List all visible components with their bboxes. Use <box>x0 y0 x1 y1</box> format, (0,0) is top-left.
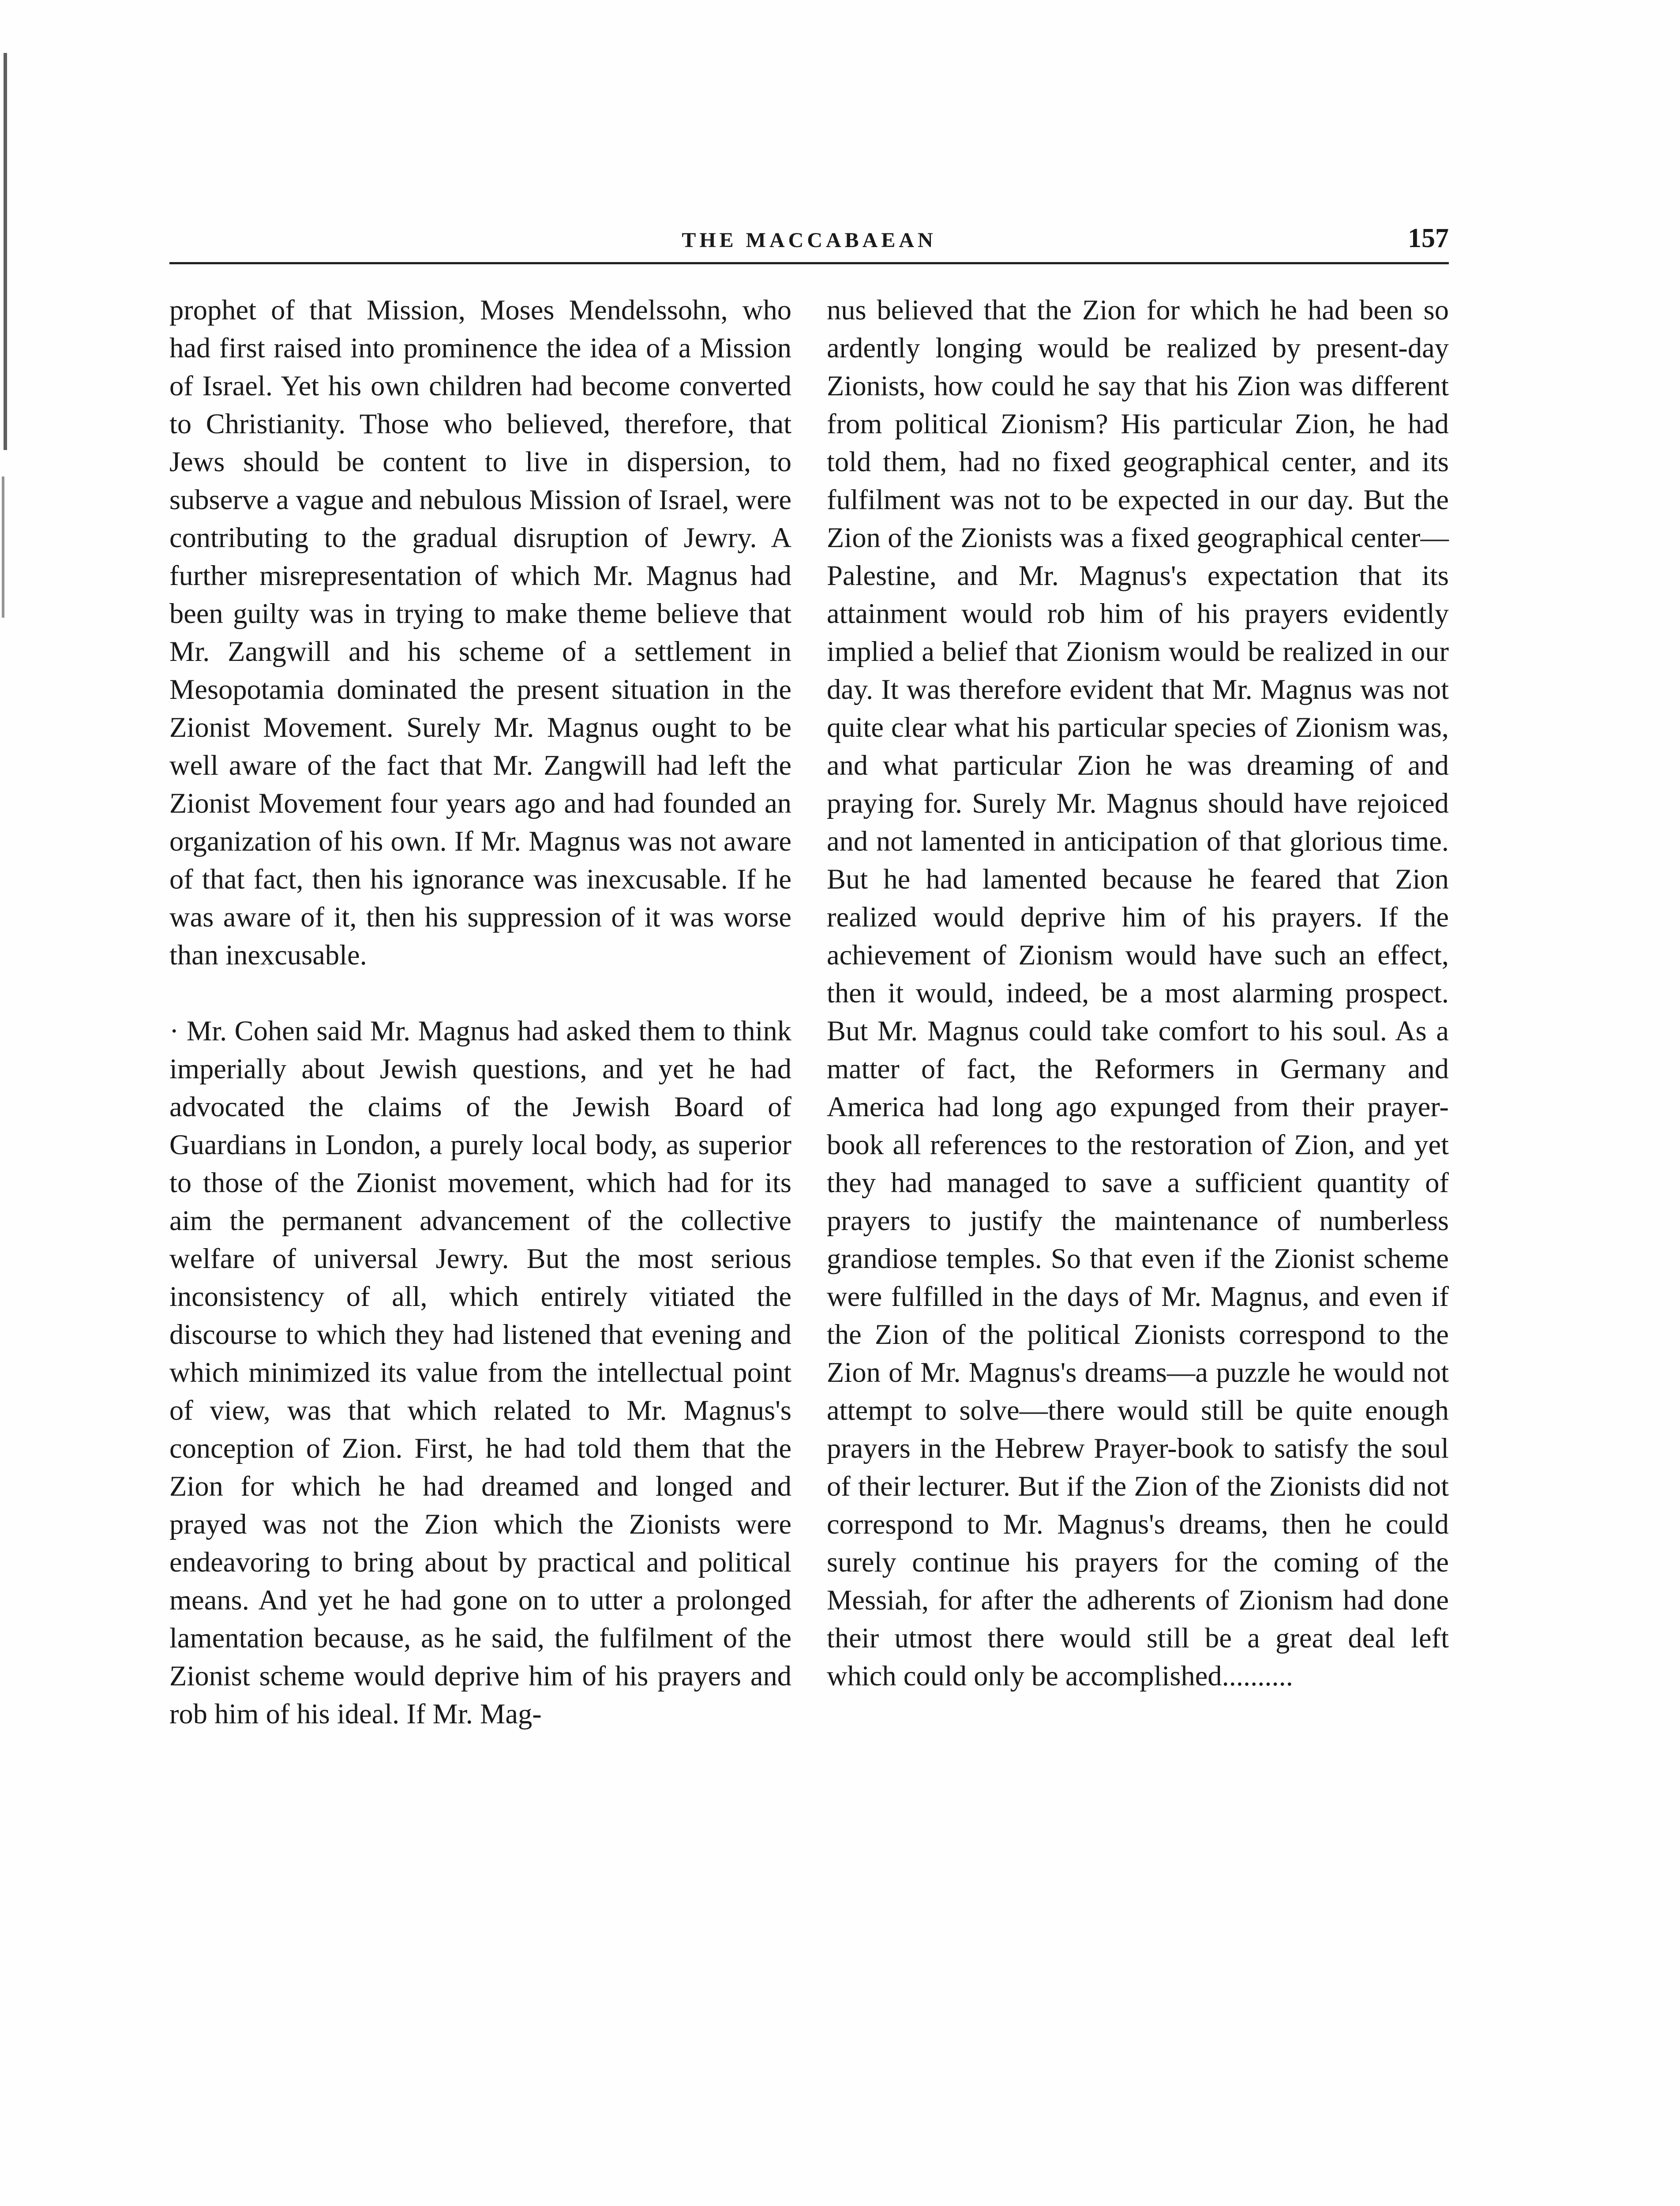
running-head <box>169 223 1449 258</box>
scan-edge-artifact <box>2 476 4 618</box>
right-column <box>827 291 1449 1695</box>
left-column <box>169 291 791 1733</box>
scan-edge-artifact <box>4 53 7 450</box>
page-number: 157 <box>1408 223 1449 253</box>
running-title: THE MACCABAEAN <box>682 229 937 252</box>
body-paragraph: nus believed that the Zion for which he had been so ardently longing would be realized by present-day Zionists, how could he say that his Zion was different from political Zionism? His particular Zion, he had told them, had no fixed geographical center, and its fulfilment was not to be expected in our day. But the Zion of the Zionists was a fixed geographical center—Palestine, and Mr. Magnus's expectation that its attainment would rob him of his prayers evidently implied a belief that Zionism would be realized in our day. It was therefore evident that Mr. Magnus was not quite clear what his particular species of Zionism was, and what particular Zion he was dreaming of and praying for. Surely Mr. Magnus should have rejoiced and not lamented in anticipation of that glorious time. But he had lamented because he feared that Zion realized would deprive him of his prayers. If the achievement of Zionism would have such an effect, then it would, indeed, be a most alarming prospect. But Mr. Magnus could take comfort to his soul. As a matter of fact, the Reformers in Germany and America had long ago expunged from their prayer-book all references to the restoration of Zion, and yet they had managed to save a sufficient quantity of prayers to justify the maintenance of numberless grandiose temples. So that even if the Zionist scheme were fulfilled in the days of Mr. Magnus, and even if the Zion of the political Zionists correspond to the Zion of Mr. Magnus's dreams—a puzzle he would not attempt to solve—there would still be quite enough prayers in the Hebrew Prayer-book to satisfy the soul of their lecturer. But if the Zion of the Zionists did not correspond to Mr. Magnus's dreams, then he could surely continue his prayers for the coming of the Messiah, for after the adherents of Zionism had done their utmost there would still be a great deal left which could only be accomplished.......... <box>827 294 1449 1692</box>
body-paragraph: · Mr. Cohen said Mr. Magnus had asked them to think imperially about Jewish questions, and yet he had advocated the claims of the Jewish Board of Guardians in London, a purely local body, as superior to those of the Zionist movement, which had for its aim the permanent advancement of the collective welfare of universal Jewry. But the most serious inconsistency of all, which entirely vitiated the discourse to which they had listened that evening and which minimized its value from the intellectual point of view, was that which related to Mr. Magnus's conception of Zion. First, he had told them that the Zion for which he had dreamed and longed and prayed was not the Zion which the Zionists were endeavoring to bring about by practical and political means. And yet he had gone on to utter a prolonged lamentation because, as he said, the fulfilment of the Zionist scheme would deprive him of his prayers and rob him of his ideal. If Mr. Mag- <box>169 1015 791 1730</box>
header-rule <box>169 262 1449 264</box>
body-paragraph: prophet of that Mission, Moses Mendelssohn, who had first raised into prominence the idea of a Mission of Israel. Yet his own children had become converted to Christianity. Those who believed, therefore, that Jews should be content to live in dispersion, to subserve a vague and nebulous Mission of Israel, were contributing to the gradual disruption of Jewry. A further misrepresentation of which Mr. Magnus had been guilty was in trying to make theme believe that Mr. Zangwill and his scheme of a settlement in Mesopotamia dominated the present situation in the Zionist Movement. Surely Mr. Magnus ought to be well aware of the fact that Mr. Zangwill had left the Zionist Movement four years ago and had founded an organization of his own. If Mr. Magnus was not aware of that fact, then his ignorance was inexcusable. If he was aware of it, then his suppression of it was worse than inexcusable. <box>169 294 791 971</box>
